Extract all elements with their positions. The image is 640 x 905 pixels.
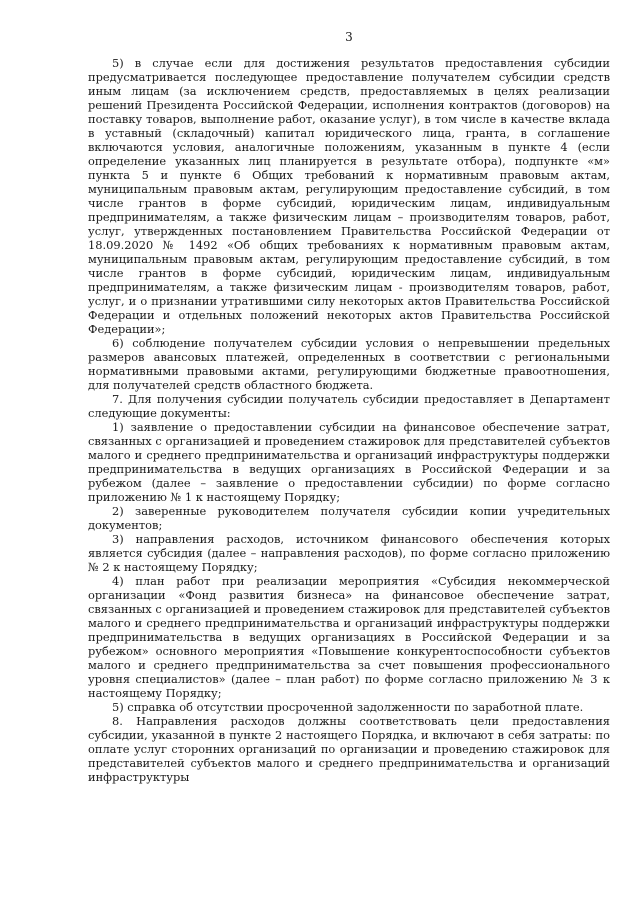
list-item-5-salary-debt-certificate: 5) справка об отсутствии просроченной задолженности по заработной плате.	[112, 700, 584, 714]
paragraph-8-expense-requirements: 8. Направления расходов должны соответствовать цели предоставления субсидии, указанной в пункте 2 настоящего Порядка, и включают в себя затраты: по оплате услуг сторонних организаций по организации и проведению стажировок для представителей субъектов малого и среднего предпринимательства и организаций инфраструктуры	[88, 714, 610, 784]
document-body	[88, 56, 610, 784]
paragraph-7-required-documents: 7. Для получения субсидии получатель субсидии предоставляет в Департамент следующие документы:	[88, 392, 610, 420]
paragraph-5-subsidy-transfer-conditions: 5) в случае если для достижения результатов предоставления субсидии предусматривается последующее предоставление получателем субсидии средств иным лицам (за исключением средств, предоставляемых в целях реализации решений Президента Российской Федерации, исполнения контрактов (договоров) на поставку товаров, выполнение работ, оказание услуг), в том числе в качестве вклада в уставный (складочный) капитал юридического лица, гранта, в соглашение включаются условия, аналогичные положениям, указанным в пункте 4 (если определение указанных лиц планируется в результате отбора), подпункте «м» пункта 5 и пункте 6 Общих требований к нормативным правовым актам, муниципальным правовым актам, регулирующим предоставление субсидий, в том числе грантов в форме субсидий, юридическим лицам, индивидуальным предпринимателям, а также физическим лицам – производителям товаров, работ, услуг, утвержденных постановлением Правительства Российской Федерации от 18.09.2020 № 1492 «Об общих требованиях к нормативным правовым актам, муниципальным правовым актам, регулирующим предоставление субсидий, в том числе грантов в форме субсидий, юридическим лицам, индивидуальным предпринимателям, а также физическим лицам - производителям товаров, работ, услуг, и о признании утратившими силу некоторых актов Правительства Российской Федерации и отдельных положений некоторых актов Правительства Российской Федерации»;	[88, 56, 610, 336]
page-number: 3	[345, 30, 353, 44]
list-item-2-founding-documents: 2) заверенные руководителем получателя субсидии копии учредительных документов;	[88, 504, 610, 532]
list-item-1-application: 1) заявление о предоставлении субсидии на финансовое обеспечение затрат, связанных с организацией и проведением стажировок для представителей субъектов малого и среднего предпринимательства и организаций инфраструктуры поддержки предпринимательства в ведущих организациях в Российской Федерации и за рубежом (далее – заявление о предоставлении субсидии) по форме согласно приложению № 1 к настоящему Порядку;	[88, 420, 610, 504]
list-item-3-expense-directions: 3) направления расходов, источником финансового обеспечения которых является субсидия (далее – направления расходов), по форме согласно приложению № 2 к настоящему Порядку;	[88, 532, 610, 574]
list-item-4-work-plan: 4) план работ при реализации мероприятия «Субсидия некоммерческой организации «Фонд развития бизнеса» на финансовое обеспечение затрат, связанных с организацией и проведением стажировок для представителей субъектов малого и среднего предпринимательства и организаций инфраструктуры поддержки предпринимательства в ведущих организациях в Российской Федерации и за рубежом» основного мероприятия «Повышение конкурентоспособности субъектов малого и среднего предпринимательства за счет повышения профессионального уровня специалистов» (далее – план работ) по форме согласно приложению № 3 к настоящему Порядку;	[88, 574, 610, 700]
paragraph-6-advance-payment-limits: 6) соблюдение получателем субсидии условия о непревышении предельных размеров авансовых платежей, определенных в соответствии с региональными нормативными правовыми актами, регулирующими бюджетные правоотношения, для получателей средств областного бюджета.	[88, 336, 610, 392]
